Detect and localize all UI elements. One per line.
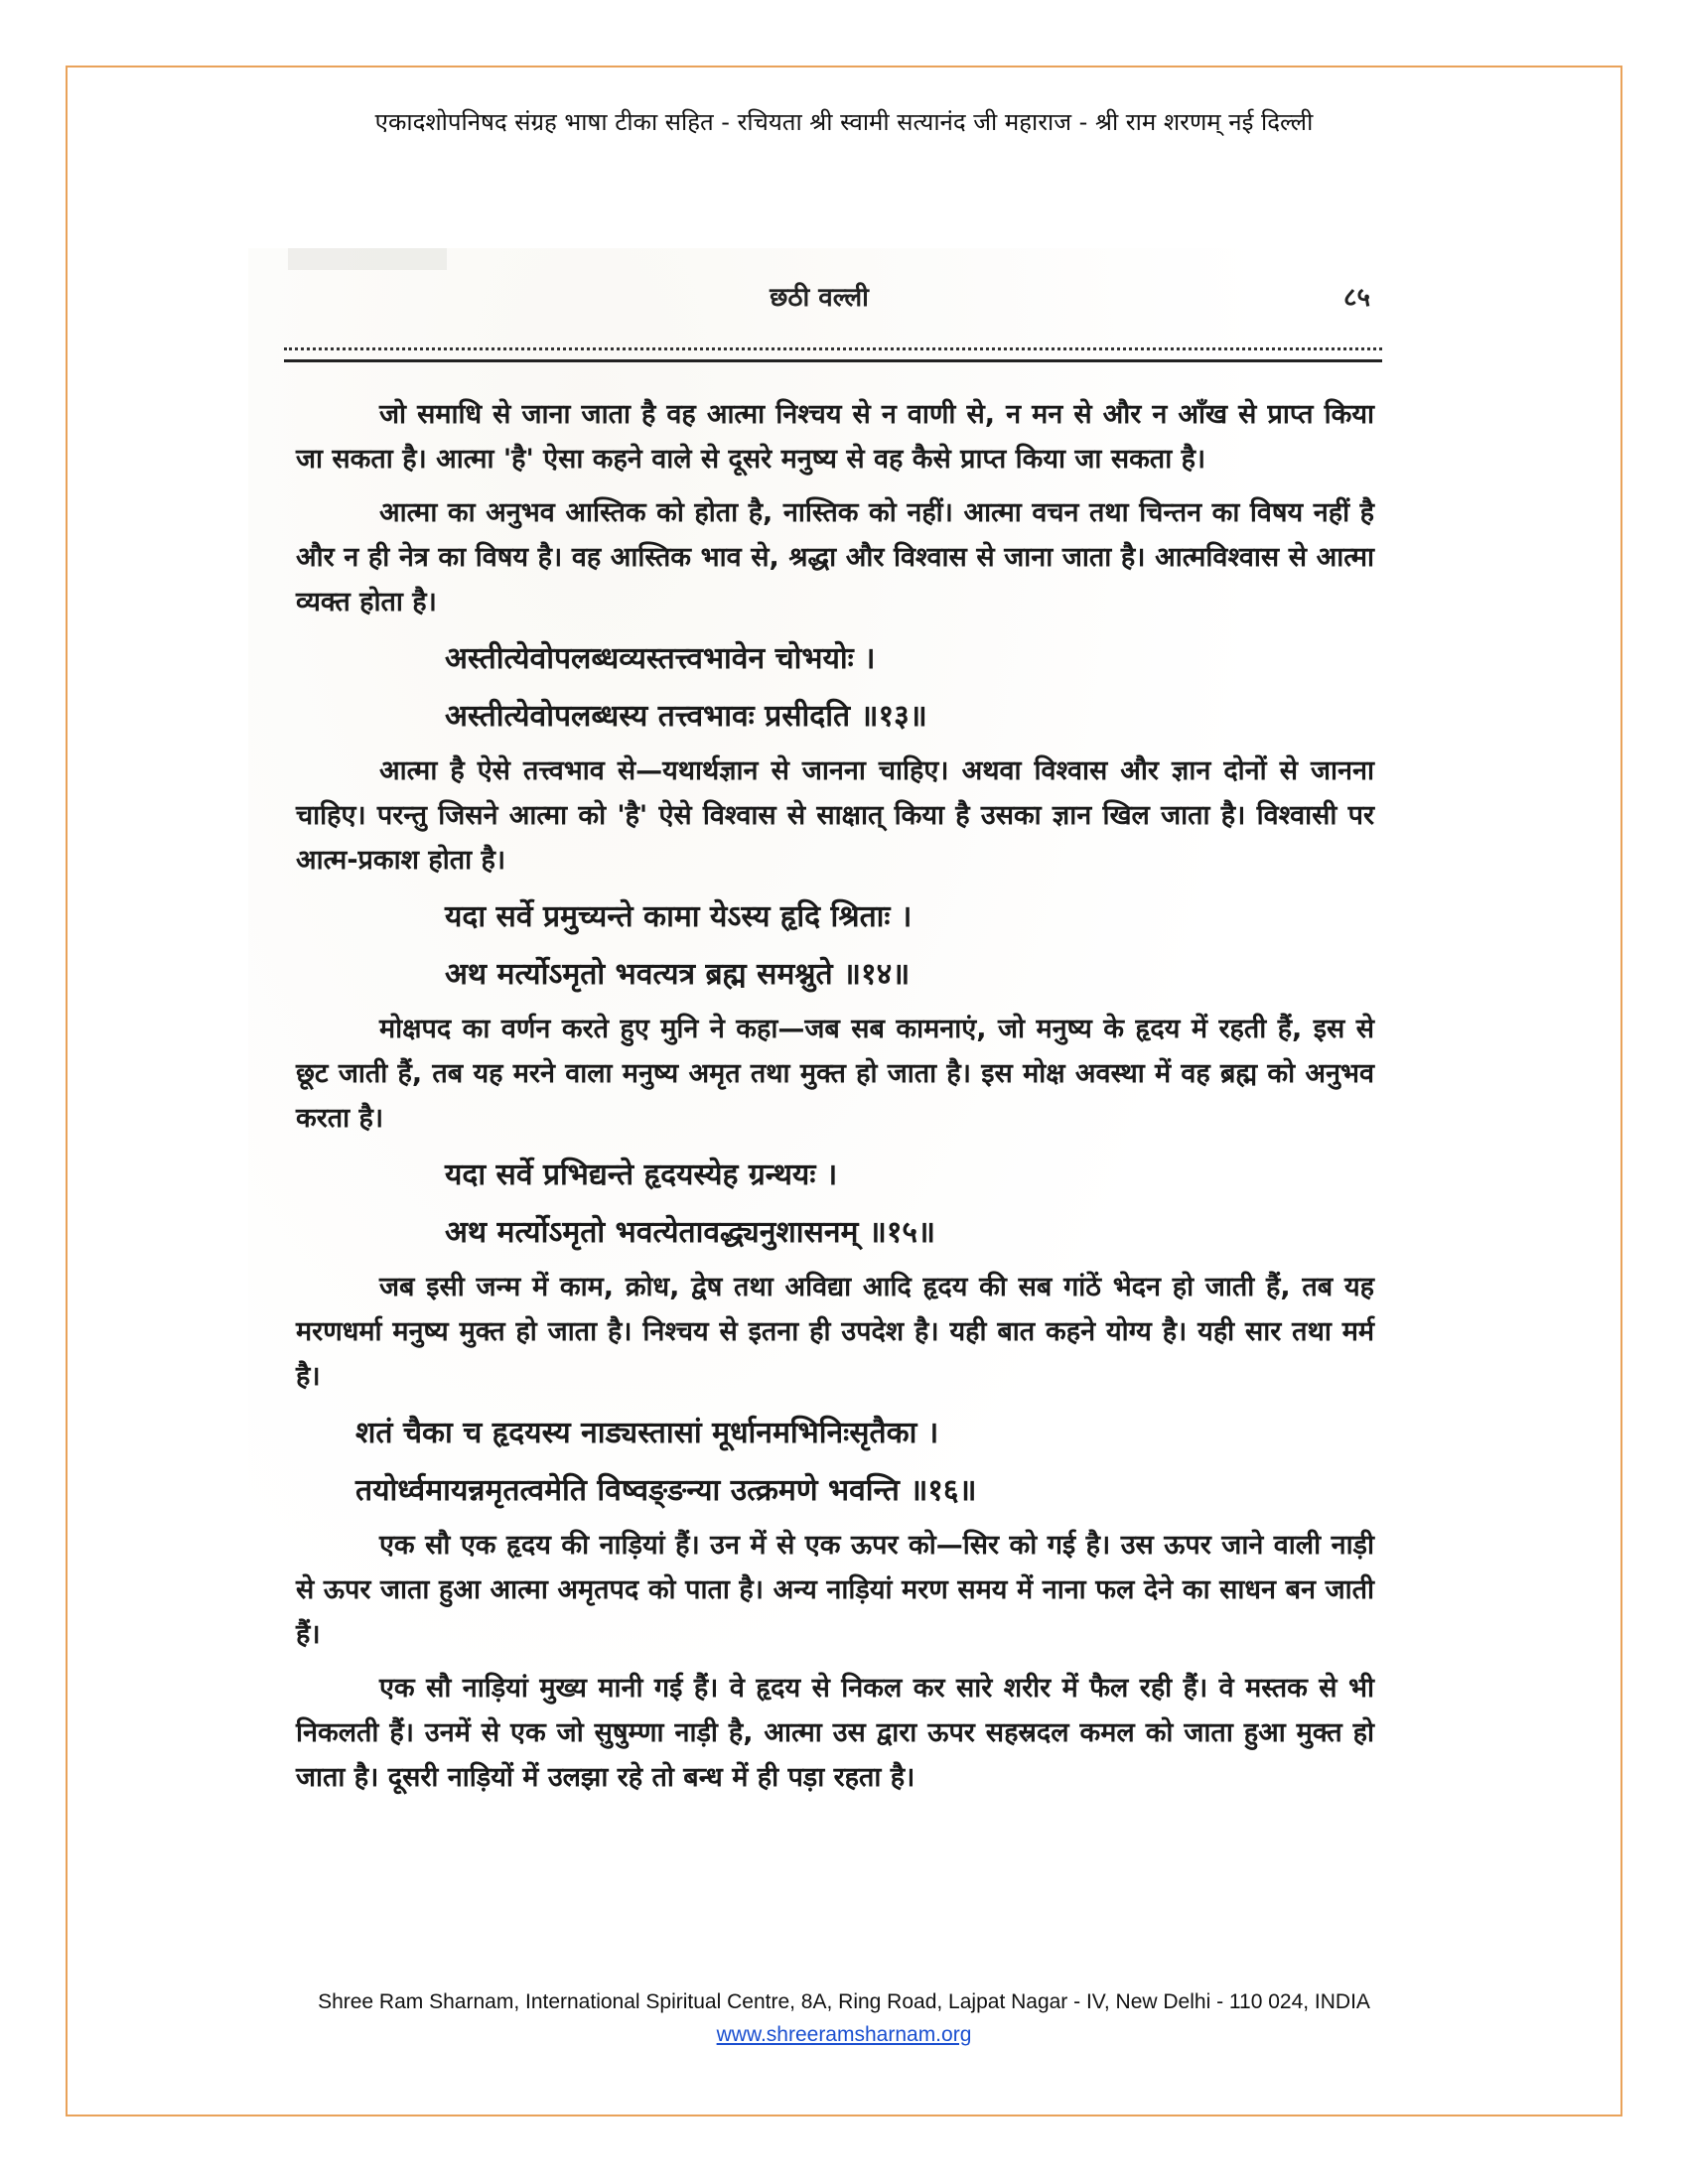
footer-address: Shree Ram Sharnam, International Spiritual Centre, 8A, Ring Road, Lajpat Nagar - IV, New Delhi - 110 024, INDIA <box>318 1990 1370 2013</box>
running-title: छठी वल्ली <box>770 283 869 313</box>
running-head <box>248 278 1390 314</box>
dotted-rule <box>284 347 1382 350</box>
verse-13-line-1: अस्तीत्येवोपलब्धव्यस्तत्त्वभावेन चोभयोः । <box>445 641 876 676</box>
paragraph-3: आत्मा है ऐसे तत्त्वभाव से—यथार्थज्ञान से जानना चाहिए। अथवा विश्वास और ज्ञान दोनों से जानना चाहिए। परन्तु जिसने आत्मा को 'है' ऐसे विश्वास से साक्षात् किया है उसका ज्ञान खिल जाता है। विश्वासी पर आत्म-प्रकाश होता है। <box>296 755 1374 876</box>
scan-smudge <box>288 248 447 270</box>
body-text <box>296 392 1374 1809</box>
solid-rule <box>284 359 1382 362</box>
paragraph-2: आत्मा का अनुभव आस्तिक को होता है, नास्तिक को नहीं। आत्मा वचन तथा चिन्तन का विषय नहीं है और न ही नेत्र का विषय है। वह आस्तिक भाव से, श्रद्धा और विश्वास से जाना जाता है। आत्मविश्वास से आत्मा व्यक्त होता है। <box>296 497 1374 617</box>
verse-15-line-1: यदा सर्वे प्रभिद्यन्ते हृदयस्येह ग्रन्थयः । <box>445 1158 838 1192</box>
page-number: ८५ <box>1342 283 1370 313</box>
paragraph-1: जो समाधि से जाना जाता है वह आत्मा निश्चय से न वाणी से, न मन से और न आँख से प्राप्त किया जा सकता है। आत्मा 'है' ऐसा कहने वाले से दूसरे मनुष्य से वह कैसे प्राप्त किया जा सकता है। <box>296 399 1374 475</box>
paragraph-4: मोक्षपद का वर्णन करते हुए मुनि ने कहा—जब सब कामनाएं, जो मनुष्य के हृदय में रहती हैं, इस से छूट जाती हैं, तब यह मरने वाला मनुष्य अमृत तथा मुक्त हो जाता है। इस मोक्ष अवस्था में वह ब्रह्म को अनुभव करता है। <box>296 1014 1374 1134</box>
document-header: एकादशोपनिषद संग्रह भाषा टीका सहित - रचियता श्री स्वामी सत्यानंद जी महाराज - श्री राम शरणम् नई दिल्ली <box>374 108 1314 136</box>
verse-16-line-2: तयोर्ध्वमायन्नमृतत्वमेति विष्वङ्ङन्या उत्क्रमणे भवन्ति ॥१६॥ <box>355 1473 977 1508</box>
scanned-page <box>248 248 1390 1956</box>
verse-14-line-2: अथ मर्त्योऽमृतो भवत्यत्र ब्रह्म समश्नुते ॥१४॥ <box>445 957 911 992</box>
website-link[interactable]: www.shreeramsharnam.org <box>716 2023 972 2046</box>
paragraph-6: एक सौ एक हृदय की नाड़ियां हैं। उन में से एक ऊपर को—सिर को गई है। उस ऊपर जाने वाली नाड़ी से ऊपर जाता हुआ आत्मा अमृतपद को पाता है। अन्य नाड़ियां मरण समय में नाना फल देने का साधन बन जाती हैं। <box>296 1530 1374 1650</box>
verse-16-line-1: शतं चैका च हृदयस्य नाड्यस्तासां मूर्धानमभिनिःसृतैका । <box>355 1416 939 1450</box>
paragraph-5: जब इसी जन्म में काम, क्रोध, द्वेष तथा अविद्या आदि हृदय की सब गांठें भेदन हो जाती हैं, तब यह मरणधर्मा मनुष्य मुक्त हो जाता है। निश्चय से इतना ही उपदेश है। यही बात कहने योग्य है। यही सार तथा मर्म है। <box>296 1272 1374 1392</box>
verse-15-line-2: अथ मर्त्योऽमृतो भवत्येतावद्ध्यनुशासनम् ॥१५॥ <box>445 1215 935 1250</box>
paragraph-7: एक सौ नाड़ियां मुख्य मानी गई हैं। वे हृदय से निकल कर सारे शरीर में फैल रही हैं। वे मस्तक से भी निकलती हैं। उनमें से एक जो सुषुम्णा नाड़ी है, आत्मा उस द्वारा ऊपर सहस्रदल कमल को जाता हुआ मुक्त हो जाता है। दूसरी नाड़ियों में उलझा रहे तो बन्ध में ही पड़ा रहता है। <box>296 1673 1374 1793</box>
verse-14-line-1: यदा सर्वे प्रमुच्यन्ते कामा येऽस्य हृदि श्रिताः । <box>445 899 913 934</box>
verse-13-line-2: अस्तीत्येवोपलब्धस्य तत्त्वभावः प्रसीदति ॥१३॥ <box>445 699 927 734</box>
